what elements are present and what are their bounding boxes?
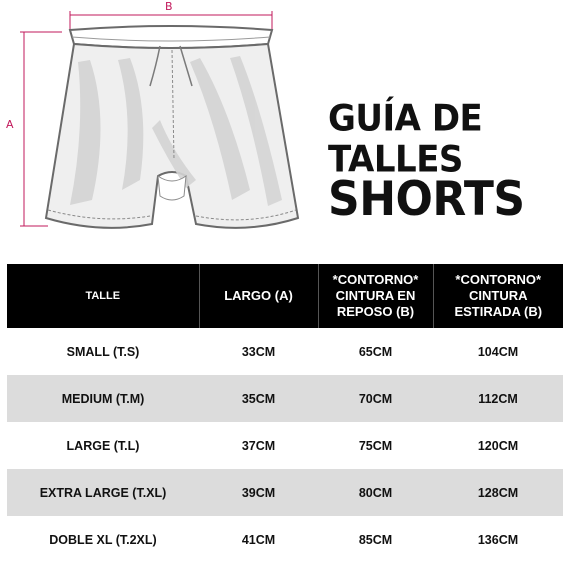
cell-estirada: 104CM	[477, 344, 519, 359]
cell-reposo: 70CM	[318, 375, 433, 422]
cell-reposo: 85CM	[358, 532, 393, 547]
cell-largo: 35CM	[199, 375, 318, 422]
cell-talle: DOBLE XL (T.2XL)	[49, 532, 157, 547]
header-talle: TALLE	[7, 264, 199, 328]
cell-estirada: 112CM	[433, 375, 563, 422]
cell-estirada: 128CM	[433, 469, 563, 516]
cell-talle: LARGE (T.L)	[66, 438, 140, 453]
cell-estirada: 136CM	[477, 532, 519, 547]
table-header	[7, 264, 563, 328]
table-row	[7, 328, 563, 375]
table-row	[7, 516, 563, 563]
cell-reposo: 75CM	[358, 438, 393, 453]
shorts-drawing	[0, 0, 310, 250]
shorts-illustration	[0, 0, 310, 250]
table-row	[7, 375, 563, 422]
dimension-a-label: A	[6, 118, 14, 131]
header-cintura-estirada: *CONTORNO* CINTURA ESTIRADA (B)	[433, 264, 563, 328]
cell-largo: 37CM	[241, 438, 276, 453]
cell-talle: SMALL (T.S)	[66, 344, 140, 359]
cell-estirada: 120CM	[477, 438, 519, 453]
dimension-b-label: B	[165, 0, 173, 13]
cell-largo: 41CM	[241, 532, 276, 547]
cell-talle: EXTRA LARGE (T.XL)	[7, 469, 199, 516]
table-row	[7, 469, 563, 516]
cell-reposo: 65CM	[358, 344, 393, 359]
cell-largo: 39CM	[199, 469, 318, 516]
waistband	[70, 26, 272, 48]
table-row	[7, 422, 563, 469]
cell-largo: 33CM	[241, 344, 276, 359]
cell-talle: MEDIUM (T.M)	[7, 375, 199, 422]
title-line-1: GUÍA DE TALLES	[328, 96, 483, 182]
header-largo: LARGO (A)	[199, 264, 318, 328]
page-title	[328, 96, 563, 227]
title-line-2: SHORTS	[328, 171, 525, 227]
cell-reposo: 80CM	[318, 469, 433, 516]
size-chart-table	[7, 264, 563, 563]
header-cintura-reposo: *CONTORNO* CINTURA EN REPOSO (B)	[318, 264, 433, 328]
